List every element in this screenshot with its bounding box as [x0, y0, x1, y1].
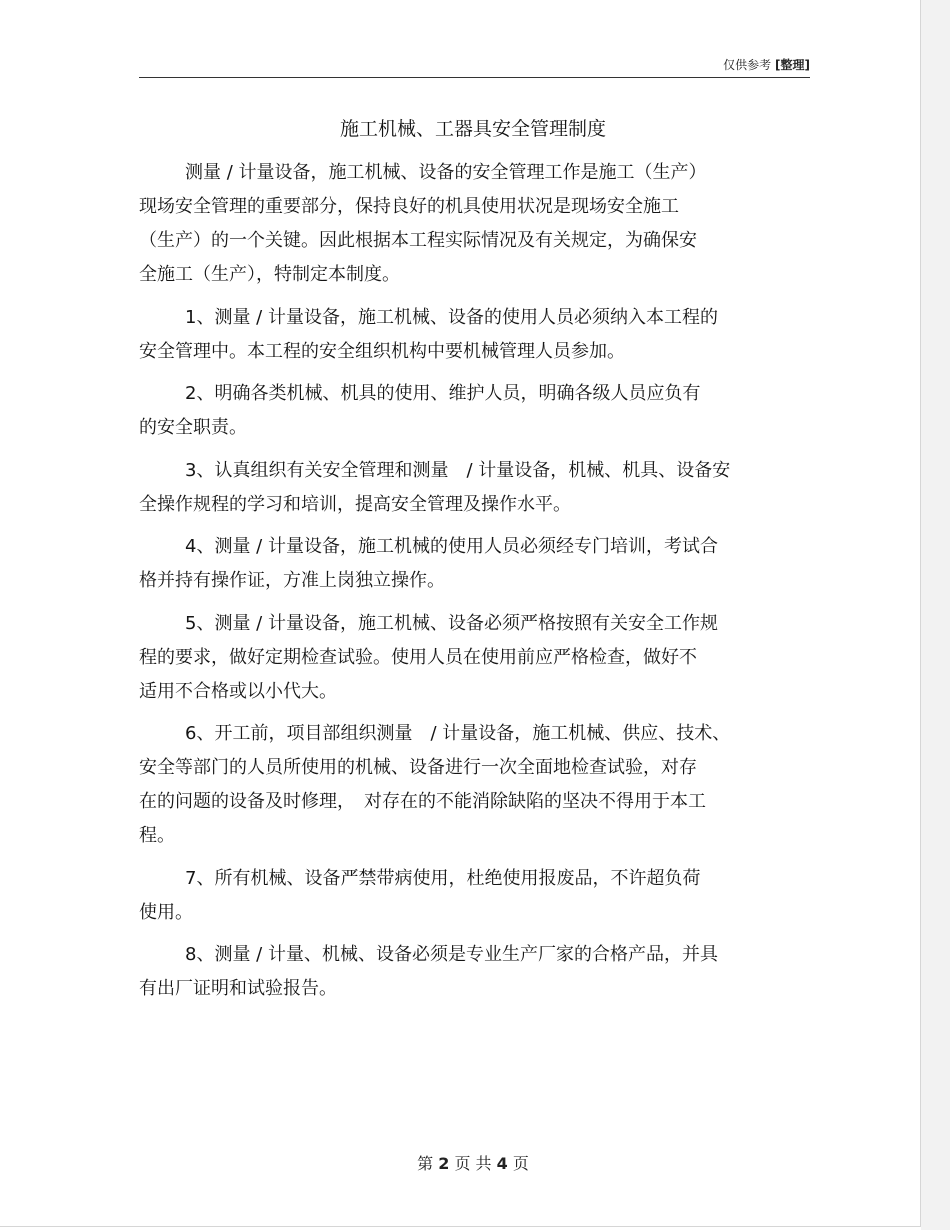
text-line: 格并持有操作证，方准上岗独立操作。	[139, 570, 445, 591]
footer-middle: 页 共	[454, 1154, 492, 1173]
header-tag: [整理]	[775, 58, 810, 72]
paragraph-item-1	[139, 301, 799, 369]
text-line: 测量 / 计量设备，施工机械、设备的安全管理工作是施工（生产）	[185, 162, 707, 183]
text-line: 1、测量 / 计量设备，施工机械、设备的使用人员必须纳入本工程的	[185, 306, 718, 328]
header-label: 仅供参考	[723, 58, 772, 72]
text-line: 8、测量 / 计量、机械、设备必须是专业生产厂家的合格产品，并具	[185, 944, 718, 965]
text-line: 在的问题的设备及时修理， 对存在的不能消除缺陷的坚决不得用于本工	[139, 791, 706, 812]
paragraph-item-7	[139, 862, 799, 930]
text-line: 6、开工前，项目部组织测量 / 计量设备，施工机械、供应、技术、	[185, 723, 731, 744]
paragraph-item-4	[139, 530, 799, 598]
paragraph-item-5	[139, 607, 799, 709]
text-line: 3、认真组织有关安全管理和测量 / 计量设备，机械、机具、设备安	[185, 459, 731, 481]
text-line: 5、测量 / 计量设备，施工机械、设备必须严格按照有关安全工作规	[185, 612, 718, 634]
paragraph-item-2	[139, 377, 799, 445]
text-line: 4、测量 / 计量设备，施工机械的使用人员必须经专门培训，考试合	[185, 536, 718, 557]
footer-suffix: 页	[512, 1154, 529, 1173]
text-line: 的安全职责。	[139, 417, 247, 438]
text-line: 安全管理中。本工程的安全组织机构中要机械管理人员参加。	[139, 340, 625, 362]
text-line: 7、所有机械、设备严禁带病使用，杜绝使用报废品，不许超负荷	[185, 867, 701, 889]
current-page-number: 2	[438, 1154, 450, 1173]
text-line: 现场安全管理的重要部分，保持良好的机具使用状况是现场安全施工	[139, 196, 679, 217]
text-line: 有出厂证明和试验报告。	[139, 978, 337, 999]
document-title: 施工机械、工器具安全管理制度	[339, 118, 606, 140]
header-rule	[139, 77, 810, 78]
footer-prefix: 第	[417, 1154, 434, 1173]
page-edge	[921, 0, 950, 1230]
paragraph-item-3	[139, 454, 799, 522]
text-line: 全操作规程的学习和培训，提高安全管理及操作水平。	[139, 493, 571, 515]
text-line: 程。	[139, 825, 175, 846]
text-line: 2、明确各类机械、机具的使用、维护人员，明确各级人员应负有	[185, 383, 701, 404]
text-line: 使用。	[139, 901, 193, 923]
text-line: 安全等部门的人员所使用的机械、设备进行一次全面地检查试验，对存	[139, 757, 697, 778]
paragraph-intro	[139, 156, 799, 292]
document-body	[139, 156, 799, 1015]
page-header	[139, 56, 810, 76]
total-page-number: 4	[496, 1154, 508, 1173]
page-footer	[139, 1151, 807, 1174]
text-line: 适用不合格或以小代大。	[139, 680, 337, 702]
paragraph-item-6	[139, 717, 799, 853]
text-line: 程的要求，做好定期检查试验。使用人员在使用前应严格检查，做好不	[139, 646, 697, 668]
paragraph-item-8	[139, 938, 799, 1006]
text-line: （生产）的一个关键。因此根据本工程实际情况及有关规定，为确保安	[139, 230, 697, 251]
text-line: 全施工（生产），特制定本制度。	[139, 264, 400, 285]
